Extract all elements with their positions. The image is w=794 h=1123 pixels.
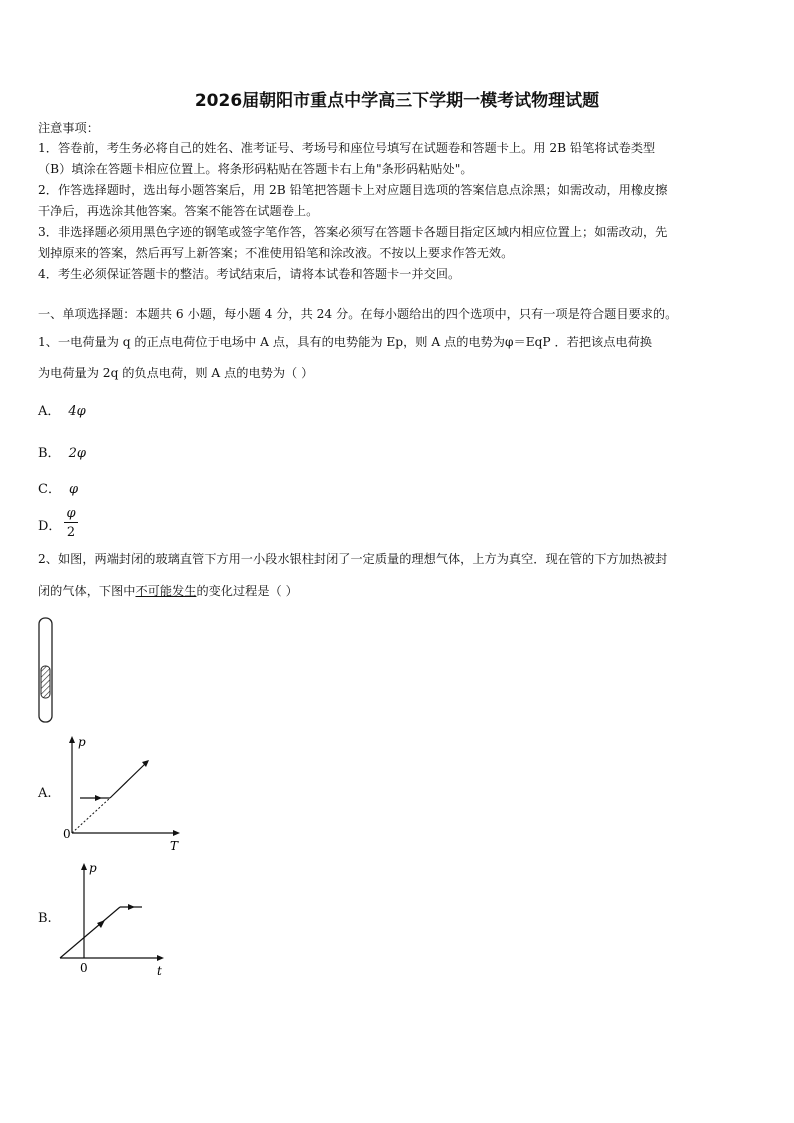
x-axis-label: T — [170, 839, 179, 853]
q2-stem-emphasis: 不可能发生 — [135, 584, 197, 598]
segment-arrow-2 — [128, 904, 135, 910]
segment-arrow — [95, 795, 102, 801]
q1-option-d[interactable] — [38, 515, 61, 534]
x-axis-arrow — [157, 955, 164, 961]
q2-stem-text: 闭的气体，下图中 — [38, 584, 136, 598]
y-axis-arrow — [81, 863, 87, 870]
option-label: B． — [38, 446, 61, 461]
y-axis-label: p — [89, 861, 97, 875]
fraction-denominator: 2 — [66, 525, 76, 540]
q2-graph-a — [58, 732, 188, 854]
option-value: φ — [68, 482, 79, 497]
origin-label: 0 — [63, 827, 71, 841]
q1-option-c[interactable] — [38, 478, 78, 497]
notice-line-2: （B）填涂在答题卡相应位置上。将条形码粘贴在答题卡右上角"条形码粘贴处"。 — [38, 162, 473, 176]
option-label: C． — [38, 482, 61, 497]
glass-tube-figure — [34, 616, 58, 726]
y-axis-arrow — [69, 736, 75, 743]
notice-line-3: 2．作答选择题时，选出每小题答案后，用 2B 铅笔把答题卡上对应题目选项的答案信息点涂黑；如需改动，用橡皮擦 — [38, 183, 668, 197]
q1-stem-line-2: 为电荷量为 2q 的负点电荷，则 A 点的电势为（ ） — [38, 366, 314, 380]
option-label: B. — [38, 911, 52, 926]
notice-heading: 注意事项： — [38, 121, 99, 135]
notice-line-1: 1．答卷前，考生务必将自己的姓名、准考证号、考场号和座位号填写在试题卷和答题卡上。用 2B 铅笔将试卷类型 — [38, 141, 656, 155]
notice-line-5: 3．非选择题必须用黑色字迹的钢笔或签字笔作答，答案必须写在答题卡各题目指定区域内相应位置上；如需改动，先 — [38, 225, 668, 239]
section-heading: 一、单项选择题：本题共 6 小题，每小题 4 分，共 24 分。在每小题给出的四个选项中，只有一项是符合题目要求的。 — [38, 307, 678, 321]
dashed-extension — [72, 798, 110, 833]
q1-option-a[interactable] — [38, 400, 86, 419]
q2-option-b[interactable] — [38, 911, 52, 926]
notice-line-7: 4．考生必须保证答题卡的整洁。考试结束后，请将本试卷和答题卡一并交回。 — [38, 267, 461, 281]
q1-option-b[interactable] — [38, 442, 86, 461]
q1-stem-line-1: 1、一电荷量为 q 的正点电荷位于电场中 A 点，具有的电势能为 Ep，则 A 点的电势为φ＝EqP ．若把该点电荷换 — [38, 335, 652, 349]
y-axis-label: p — [78, 735, 86, 749]
q2-graph-b — [56, 856, 176, 978]
q2-stem-line-2 — [38, 583, 758, 599]
q2-option-a[interactable] — [38, 786, 52, 801]
rising-segment — [60, 907, 120, 958]
x-axis-arrow — [173, 830, 180, 836]
option-label: D． — [38, 519, 62, 534]
notice-line-4: 干净后，再选涂其他答案。答案不能答在试题卷上。 — [38, 204, 319, 218]
isochoric-segment — [110, 763, 146, 798]
option-value: 2φ — [68, 446, 86, 461]
q2-stem-text-end: 的变化过程是（ ） — [196, 584, 298, 598]
mercury-column — [41, 666, 50, 698]
x-axis-label: t — [157, 964, 162, 978]
notice-line-6: 划掉原来的答案，然后再写上新答案；不准使用铅笔和涂改液。不按以上要求作答无效。 — [38, 246, 514, 260]
q1-option-d-fraction — [64, 506, 78, 540]
page-title: 2026届朝阳市重点中学高三下学期一模考试物理试题 — [194, 91, 600, 111]
segment-arrow — [97, 920, 105, 928]
option-label: A． — [38, 404, 61, 419]
fraction-numerator: φ — [64, 506, 78, 523]
option-label: A. — [38, 786, 52, 801]
option-value: 4φ — [68, 404, 86, 419]
q2-stem-line-1: 2、如图，两端封闭的玻璃直管下方用一小段水银柱封闭了一定质量的理想气体，上方为真空．现在管的下方加热被封 — [38, 552, 668, 566]
origin-label: 0 — [80, 961, 88, 975]
